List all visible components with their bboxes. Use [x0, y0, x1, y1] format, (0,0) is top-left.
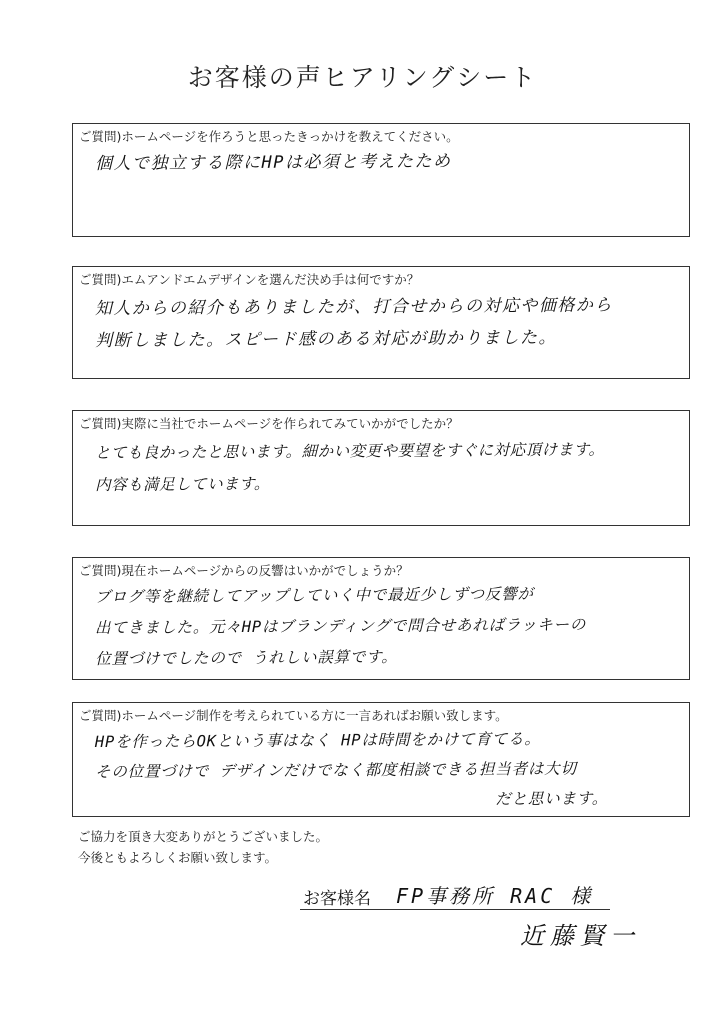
- answer-text: [95, 144, 679, 180]
- customer-name-label: お客様名: [303, 889, 371, 909]
- answer-line: 判断しました。スピード感のある対応が助かりました。: [95, 327, 558, 352]
- answer-line: 知人からの紹介もありましたが、打合せからの対応や価格から: [94, 295, 613, 320]
- answer-line: だと思います。: [495, 789, 609, 809]
- answer-text: [95, 578, 680, 675]
- sheet-title: お客様の声ヒアリングシート: [187, 63, 538, 92]
- answer-line: 位置づけでしたので うれしい誤算です。: [95, 647, 398, 669]
- question-text: ご質問)ホームページ制作を考えられている方に一言あればお願い致します。: [79, 708, 508, 723]
- answer-line: 個人で独立する際にHPは必須と考えたため: [94, 151, 452, 175]
- answer-text: [95, 289, 679, 357]
- customer-signature: 近藤賢一: [520, 922, 640, 950]
- closing-line: ご協力を頂き大変ありがとうございました。: [78, 829, 329, 844]
- answer-line: その位置づけで デザインだけでなく都度相談できる担当者は大切: [94, 759, 577, 782]
- question-text: ご質問)エムアンドエムデザインを選んだ決め手は何ですか？: [79, 272, 420, 287]
- answer-line: ブログ等を継続してアップしていく中で最近少しずつ反響が: [94, 584, 534, 607]
- question-text: ご質問)ホームページを作ろうと思ったきっかけを教えてください。: [79, 129, 459, 144]
- question-box-1: [72, 123, 690, 237]
- customer-company: FP事務所 RAC 様: [396, 884, 594, 908]
- answer-text: [95, 433, 679, 501]
- closing-message: [78, 826, 328, 868]
- signature-line: [300, 909, 610, 910]
- question-box-2: [72, 266, 690, 379]
- answer-text: [95, 723, 680, 817]
- answer-line: HPを作ったらOKという事はなく HPは時間をかけて育てる。: [94, 729, 541, 752]
- answer-line: 出てきました。元々HPはブランディングで問合せあればラッキーの: [94, 615, 587, 638]
- question-box-4: [72, 557, 690, 680]
- question-box-3: [72, 410, 690, 526]
- answer-line: 内容も満足しています。: [95, 474, 270, 495]
- closing-line: 今後ともよろしくお願い致します。: [78, 850, 278, 865]
- question-text: ご質問)実際に当社でホームページを作られてみていかがでしたか？: [79, 416, 459, 431]
- question-text: ご質問)現在ホームページからの反響はいかがでしょうか？: [79, 563, 409, 578]
- question-box-5: [72, 702, 690, 817]
- answer-line: とても良かったと思います。細かい変更や要望をすぐに対応頂けます。: [94, 440, 605, 463]
